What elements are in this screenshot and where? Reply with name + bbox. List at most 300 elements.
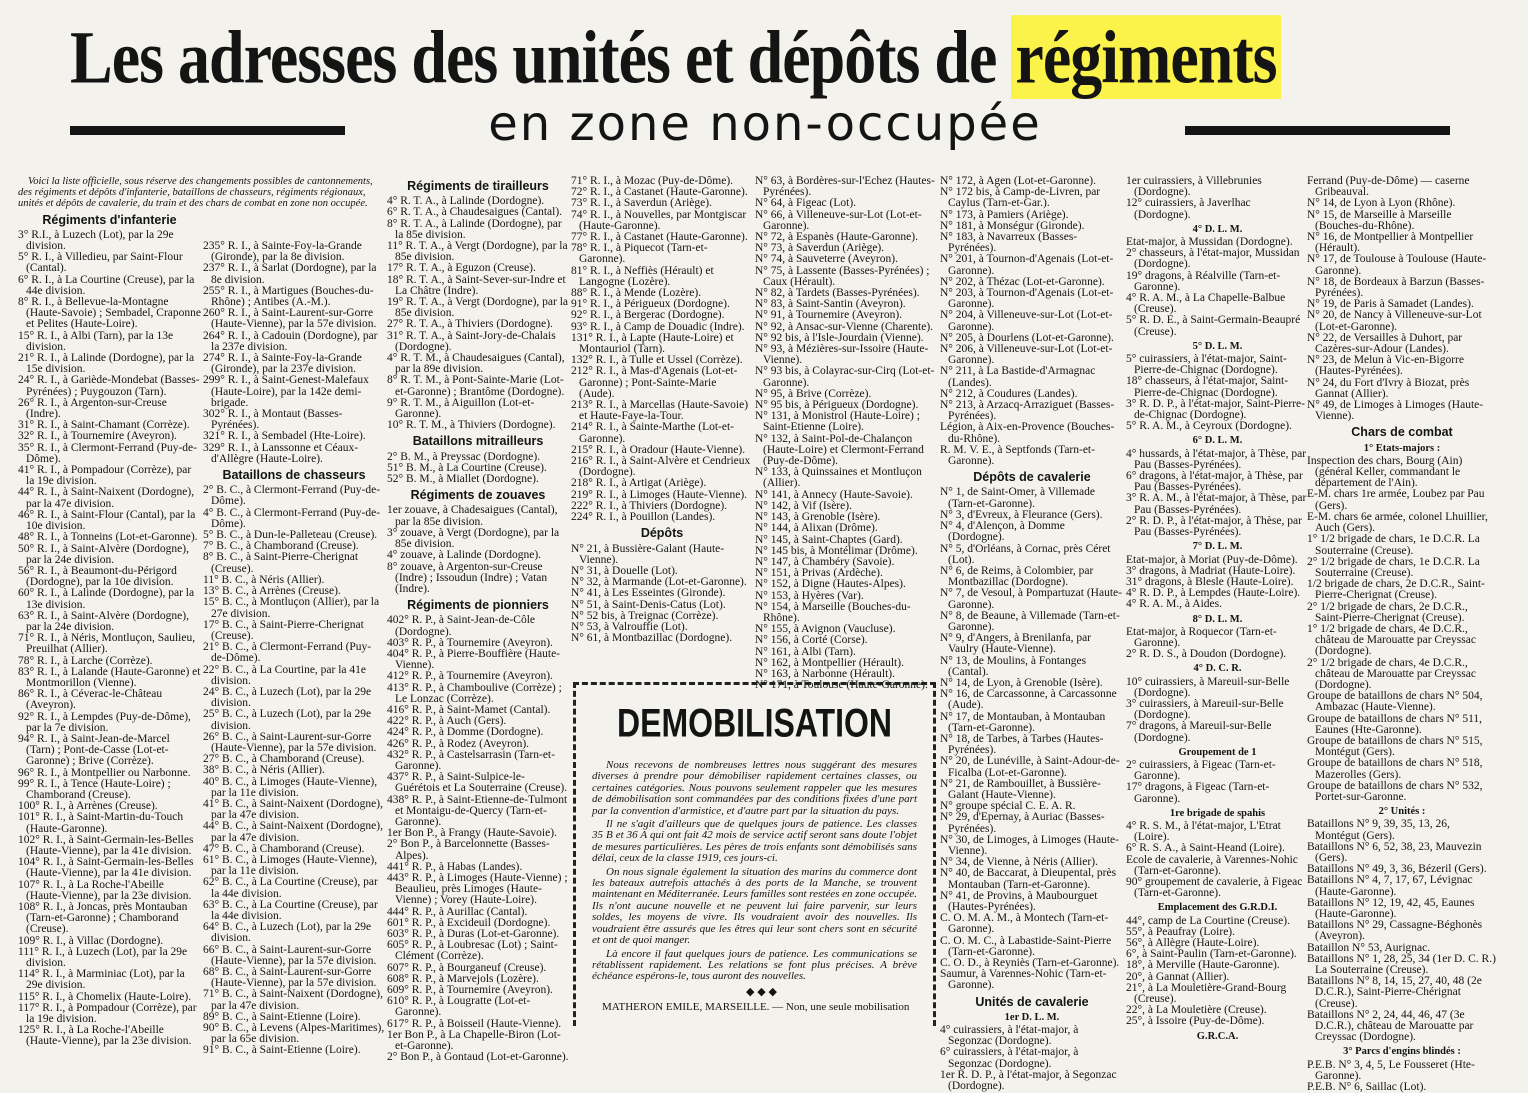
list-entry: 2° 1/2 brigade de chars, 4e D.C.R., château de Marouatte par Creyssac (Dordogne). xyxy=(1307,656,1476,691)
list-entry: 5° R. I., à Villedieu, par Saint-Flour (Cantal). xyxy=(18,251,183,275)
list-entry: 2° cuirassiers, à Figeac (Tarn-et-Garonne). xyxy=(1126,758,1276,783)
list-entry: N° 151, à Privas (Ardèche). xyxy=(755,567,883,580)
demobilisation-title: DEMOBILISATION xyxy=(617,700,892,746)
list-entry: N° 64, à Figeac (Lot). xyxy=(755,197,857,210)
list-entry: 125° R. I., à La Roche-l'Abeille (Haute-Vienne), par la 23e division. xyxy=(18,1024,192,1048)
list-entry: 302° R. I., à Montaut (Basses-Pyrénées). xyxy=(203,408,343,432)
list-entry: 61° B. C., à Limoges (Haute-Vienne), par la 11e division. xyxy=(203,853,378,878)
list-entry: 22°, à La Mouletière (Creuse). xyxy=(1126,1004,1267,1017)
list-entry: 99° R. I., à Tence (Haute-Loire) ; Chamborand (Creuse). xyxy=(18,777,171,801)
intro-paragraph: Voici la liste officielle, sous réserve des changements possibles de cantonnements, des régiments et dépôts d'infanterie, bataillons de chasseurs, régiments régionaux, unités et dépôts de cavalerie, du train et des chars de combat en zone non occupée. xyxy=(18,176,373,210)
list-entry: 31° R. T. A., à Saint-Jory-de-Chalais (Dordogne). xyxy=(387,329,556,353)
list-entry: 4° R. A. M., à Aides. xyxy=(1126,598,1222,611)
list-entry: N° 3, d'Evreux, à Fleurance (Gers). xyxy=(940,508,1103,521)
subsection-heading: 1er D. L. M. xyxy=(1004,1011,1060,1023)
list-entry: 603° R. P., à Duras (Lot-et-Garonne). xyxy=(387,928,560,940)
list-entry: 44° R. I., à Saint-Naixent (Dordogne), par la 47e division. xyxy=(18,486,195,510)
subsection-heading: G.R.C.A. xyxy=(1196,1030,1239,1042)
list-entry: Bataillons N° 29, Cassagne-Béghonès (Aveyron). xyxy=(1307,919,1483,943)
list-entry: 94° R. I., à Saint-Jean-de-Marcel (Tarn) ; Pont-de-Casse (Lot-et-Garonne) ; Brive (Corrèze). xyxy=(18,732,170,768)
list-entry: 19° R. T. A., à Vergt (Dordogne), par la 85e division. xyxy=(387,296,569,320)
list-entry: N° 92, à Ansac-sur-Vienne (Charente). xyxy=(755,320,934,333)
list-entry: 605° R. P., à Loubresac (Lot) ; Saint-Clément (Corrèze). xyxy=(387,939,558,963)
list-entry: 1er R. D. P., à l'état-major, à Segonzac (Dordogne). xyxy=(940,1068,1117,1093)
list-entry: 3° zouave, à Vergt (Dordogne), par la 85e division. xyxy=(387,526,560,551)
list-entry: 11° B. C., à Néris (Allier). xyxy=(203,573,325,586)
list-entry: 72° R. I., à Castanet (Haute-Garonne). xyxy=(571,186,748,199)
list-entry: 2° R. D. S., à Doudon (Dordogne). xyxy=(1126,648,1287,661)
list-entry: N° 41, à Les Esseintes (Gironde). xyxy=(571,587,726,600)
list-entry: 2° Bon P., à Barcelonnette (Basses-Alpes). xyxy=(387,838,550,862)
list-entry: P.E.B. N° 6, Saillac (Lot). xyxy=(1307,1081,1427,1093)
list-entry: N° 17, de Toulouse à Toulouse (Haute-Garonne). xyxy=(1307,253,1487,277)
list-entry: N° 181, à Monségur (Gironde). xyxy=(940,219,1085,232)
list-entry: 437° R. P., à Saint-Sulpice-le-Guérétois et La Souterraine (Creuse). xyxy=(387,771,568,795)
list-entry: N° 142, à Vif (Isère). xyxy=(755,499,852,512)
list-entry: 3° R. D. P., à l'état-major, Saint-Pierre-de-Chignac (Dordogne). xyxy=(1126,397,1305,422)
list-entry: 12° cuirassiers, à Javerlhac (Dordogne). xyxy=(1126,197,1251,221)
list-entry: N° 18, de Bordeaux à Barzun (Basses-Pyrénées). xyxy=(1307,275,1485,300)
list-entry: 214° R. I., à Sainte-Marthe (Lot-et-Garonne). xyxy=(571,421,734,445)
list-entry: N° 52 bis, à Treignac (Corrèze). xyxy=(571,609,719,622)
list-entry: 81° R. I., à Neffiès (Hérault) et Langogne (Lozère). xyxy=(571,264,714,288)
list-entry: Bataillons N° 6, 52, 38, 23, Mauvezin (Gers). xyxy=(1307,840,1482,864)
list-entry: N° 131, à Monistrol (Haute-Loire) ; Saint-Etienne (Loire). xyxy=(755,410,920,434)
list-entry: 218° R. I., à Artigat (Ariège). xyxy=(571,477,707,490)
list-entry: R. M. V. E., à Septfonds (Tarn-et-Garonne). xyxy=(940,443,1095,468)
list-entry: N° 163, à Narbonne (Hérault). xyxy=(755,667,895,680)
list-entry: 15° B. C., à Montluçon (Allier), par la 27e division. xyxy=(203,596,380,620)
list-entry: N° 61, à Montbazillac (Dordogne). xyxy=(571,632,733,645)
list-entry: 224° R. I., à Pouillon (Landes). xyxy=(571,511,716,524)
list-entry: 6° R. S. A., à Saint-Heand (Loire). xyxy=(1126,842,1285,855)
list-entry: 55°, à Peaufray (Loire). xyxy=(1126,925,1236,938)
list-entry: 96° R. I., à Montpellier ou Narbonne. xyxy=(18,766,191,779)
list-entry: 4° R. D. P., à Lempdes (Haute-Loire). xyxy=(1126,587,1301,600)
list-entry: 22° B. C., à La Courtine, par la 41e division. xyxy=(203,663,367,687)
list-entry: N° 23, de Melun à Vic-en-Bigorre (Hautes-Pyrénées). xyxy=(1307,354,1464,378)
list-entry: 31° dragons, à Blesle (Haute-Loire). xyxy=(1126,575,1294,588)
list-entry: 8° zouave, à Argenton-sur-Creuse (Indre) ; Issoudun (Indre) ; Vatan (Indre). xyxy=(387,560,548,595)
list-entry: N° 5, d'Orléans, à Cornac, près Céret (Lot). xyxy=(940,542,1111,566)
list-entry: 6° R. I., à La Courtine (Creuse), par la 44e division. xyxy=(18,273,195,297)
list-entry: 3° dragons, à Madriat (Haute-Loire). xyxy=(1126,564,1296,577)
list-entry: N° 13, de Moulins, à Fontanges (Cantal). xyxy=(940,654,1087,678)
list-entry: N° 156, à Corté (Corse). xyxy=(755,634,868,647)
list-entry: N° 9, d'Angers, à Brenilanfa, par Vaulry (Haute-Vienne). xyxy=(940,632,1092,656)
list-entry: N° 93, à Mézières-sur-Issoire (Haute-Vienne). xyxy=(755,343,929,367)
list-entry: Bataillons N° 9, 39, 35, 13, 26, Montégut (Gers). xyxy=(1307,818,1450,842)
demobilisation-box xyxy=(573,679,936,1026)
subsection-heading: 8° D. L. M. xyxy=(1192,613,1243,625)
list-entry: 114° R. I., à Marminiac (Lot), par la 29e division. xyxy=(18,968,185,992)
list-entry: 90° B. C., à Levens (Alpes-Maritimes), par la 65e division. xyxy=(203,1022,385,1046)
list-entry: N° 95 bis, à Périgueux (Dordogne). xyxy=(755,399,919,412)
list-entry: 13° B. C., à Arrènes (Creuse). xyxy=(203,585,341,598)
list-entry: 213° R. I., à Marcellas (Haute-Savoie) et Haute-Faye-la-Tour. xyxy=(571,399,749,423)
headline-rule-left xyxy=(70,126,345,135)
list-entry: 274° R. I., à Sainte-Foy-la-Grande (Gironde), par la 237e division. xyxy=(203,352,362,376)
list-entry: N° 72, à Espanès (Haute-Garonne). xyxy=(755,231,918,244)
list-entry: 100° R. I., à Arrènes (Creuse). xyxy=(18,800,158,813)
list-entry: 102° R. I., à Saint-Germain-les-Belles (Haute-Vienne), par la 41e division. xyxy=(18,833,194,857)
list-entry: 607° R. P., à Bourganeuf (Creuse). xyxy=(387,961,547,974)
list-entry: 35° R. I., à Clermont-Ferrand (Puy-de-Dôme). xyxy=(18,441,197,465)
list-entry: 4° zouave, à Lalinde (Dordogne). xyxy=(387,549,542,562)
list-entry: 212° R. I., à Mas-d'Agenais (Lot-et-Garonne) ; Pont-Sainte-Marie (Aude). xyxy=(571,365,738,400)
demobilisation-separator: ◆ ◆ ◆ xyxy=(746,985,777,998)
list-entry: N° 144, à Alixan (Drôme). xyxy=(755,522,878,535)
section-heading: Régiments de zouaves xyxy=(410,488,546,503)
column-5 xyxy=(755,175,937,692)
list-entry: Légion, à Aix-en-Provence (Bouches-du-Rhône). xyxy=(940,421,1115,445)
column-7 xyxy=(1126,175,1309,1042)
list-entry: 88° R. I., à Mende (Lozère). xyxy=(571,287,702,300)
list-entry: N° 173, à Pamiers (Ariège). xyxy=(940,208,1069,221)
list-entry: 299° R. I., à Saint-Genest-Malefaux (Haute-Loire), par la 142e demi-brigade. xyxy=(203,374,369,409)
list-entry: Saumur, à Varennes-Nohic (Tarn-et-Garonne). xyxy=(940,968,1107,992)
list-entry: 2° 1/2 brigade de chars, 1e D.C.R. La Souterraine (Creuse). xyxy=(1307,555,1480,579)
list-entry: N° 82, à Tardets (Basses-Pyrénées). xyxy=(755,287,920,300)
list-entry: N° 91, à Tournemire (Aveyron). xyxy=(755,309,903,322)
list-entry: 219° R. I., à Limoges (Haute-Vienne). xyxy=(571,488,748,501)
list-entry: E-M. chars 6e armée, colonel Lhuillier, Auch (Gers). xyxy=(1307,510,1488,535)
list-entry: 89° B. C., à Saint-Etienne (Loire). xyxy=(203,1010,361,1023)
headline-highlight: régiments xyxy=(1011,15,1280,99)
list-entry: N° 155, à Avignon (Vaucluse). xyxy=(755,623,896,636)
subsection-heading: Emplacement des G.R.D.I. xyxy=(1157,902,1278,914)
section-heading: Régiments de pionniers xyxy=(407,598,549,613)
list-entry: Etat-major, à Moriat (Puy-de-Dôme). xyxy=(1126,553,1298,566)
list-entry: 4° cuirassiers, à l'état-major, à Segonzac (Dordogne). xyxy=(940,1024,1079,1048)
list-entry: 117° R. I., à Pompadour (Corrèze), par la 19e division. xyxy=(18,1001,197,1026)
list-entry: 403° R. P., à Tournemire (Aveyron). xyxy=(387,636,553,649)
list-entry: 74° R. I., à Nouvelles, par Montgiscar (Haute-Garonne). xyxy=(571,208,747,232)
list-entry: 216° R. I., à Saint-Alvère et Cendrieux (Dordogne). xyxy=(571,455,751,479)
list-entry: N° 6, de Reims, à Colombier, par Montbazillac (Dordogne). xyxy=(940,564,1094,589)
column-4 xyxy=(571,176,753,654)
list-entry: 77° R. I., à Castanet (Haute-Garonne). xyxy=(571,231,748,244)
section-heading: Bataillons de chasseurs xyxy=(222,468,366,483)
list-entry: 27° B. C., à Chamborand (Creuse). xyxy=(203,753,365,766)
list-entry: 108° R. I., à Joncas, près Montauban (Tarn-et-Garonne) ; Chamborand (Creuse). xyxy=(18,901,188,936)
list-entry: N° 30, de Limoges, à Limoges (Haute-Vienne). xyxy=(940,833,1119,857)
list-entry: 91° B. C., à Saint-Etienne (Loire). xyxy=(203,1044,361,1057)
list-entry: 4° R. T. M., à Chaudesaigues (Cantal), par la 89e division. xyxy=(387,352,565,376)
list-entry: Bataillons N° 2, 24, 44, 46, 47 (3e D.C.R.), château de Marouatte par Creyssac (Dordogne). xyxy=(1307,1008,1474,1044)
subsection-heading: 7° D. L. M. xyxy=(1192,541,1243,553)
list-entry: 8° R. I., à Bellevue-la-Montagne (Haute-Savoie) ; Sembadel, Craponne et Pelites (Haute-Loire). xyxy=(18,296,201,331)
list-entry: 2° R. D. P., à l'état-major, à Thèse, par Pau (Basses-Pyrénées). xyxy=(1126,514,1302,539)
list-entry: Etat-major, à Mussidan (Dordogne). xyxy=(1126,236,1293,249)
list-entry: 444° R. P., à Aurillac (Cantal). xyxy=(387,905,528,918)
column-2 xyxy=(203,240,385,1057)
list-entry: N° 141, à Annecy (Haute-Savoie). xyxy=(755,488,913,501)
list-entry: 422° R. P., à Auch (Gers). xyxy=(387,715,507,728)
list-entry: 5° R. A. M., à Ceyroux (Dordogne). xyxy=(1126,420,1292,433)
list-entry: 617° R. P., à Boisseil (Haute-Vienne). xyxy=(387,1017,562,1030)
list-entry: N° 206, à Villeneuve-sur-Lot (Lot-et-Garonne). xyxy=(940,343,1113,367)
section-heading: Unités de cavalerie xyxy=(975,994,1089,1009)
list-entry: 9° R. T. M., à Aiguillon (Lot-et-Garonne). xyxy=(387,396,535,421)
list-entry: 260° R. I., à Saint-Laurent-sur-Gorre (Haute-Vienne), par la 57e division. xyxy=(203,307,377,331)
list-entry: 601° R. P., à Excideuil (Dordogne). xyxy=(387,916,551,929)
list-entry: 3° R.I., à Luzech (Lot), par la 29e division. xyxy=(18,228,174,253)
list-entry: N° 152, à Digne (Hautes-Alpes). xyxy=(755,578,906,591)
list-entry: N° 132, à Saint-Pol-de-Chalançon (Haute-Loire) et Clermont-Ferrand (Puy-de-Dôme). xyxy=(755,432,924,468)
list-entry: 8° R. T. A., à Lalinde (Dordogne), par la 85e division. xyxy=(387,217,562,241)
list-entry: 44° B. C., à Saint-Naixent (Dordogne), par la 47e division. xyxy=(203,820,383,844)
list-entry: N° 29, d'Epernay, à Auriac (Basses-Pyrénées). xyxy=(940,811,1105,835)
list-entry: 404° R. P., à Pierre-Bouffière (Haute-Vienne). xyxy=(387,647,561,672)
list-entry: 443° R. P., à Limoges (Haute-Vienne) ; Beaulieu, près Limoges (Haute-Vienne) ; Vorey (Haute-Loire). xyxy=(387,871,568,907)
list-entry: N° 16, de Carcassonne, à Carcassonne (Aude). xyxy=(940,688,1117,712)
list-entry: 27° R. T. A., à Thiviers (Dordogne). xyxy=(387,318,553,331)
list-entry: Groupe de bataillons de chars N° 511, Eaunes (Hte-Garonne). xyxy=(1307,712,1483,736)
list-entry: N° 161, à Albi (Tarn). xyxy=(755,645,856,658)
column-6 xyxy=(940,175,1124,1093)
list-entry: 1er cuirassiers, à Villebrunies (Dordogne). xyxy=(1126,175,1262,199)
list-entry: 8° B. C., à Saint-Pierre-Cherignat (Creuse). xyxy=(203,551,359,575)
list-entry: 10° R. T. M., à Thiviers (Dordogne). xyxy=(387,419,556,432)
list-entry: 20°, à Gannat (Allier). xyxy=(1126,970,1230,983)
list-entry: 32° R. I., à Tournemire (Aveyron). xyxy=(18,430,177,443)
list-entry: 56° R. I., à Beaumont-du-Périgord (Dordogne), par la 10e division. xyxy=(18,564,177,589)
section-heading: Dépôts de cavalerie xyxy=(973,470,1091,485)
subsection-heading: 2° Unités : xyxy=(1378,806,1426,818)
list-entry: 1er Bon P., à La Chapelle-Biron (Lot-et-Garonne). xyxy=(387,1028,561,1053)
list-entry: 107° R. I., à La Roche-l'Abeille (Haute-Vienne), par la 23e division. xyxy=(18,878,192,902)
list-entry: N° 172, à Agen (Lot-et-Garonne). xyxy=(940,175,1096,187)
list-entry: 416° R. P., à Saint-Mamet (Cantal). xyxy=(387,703,551,716)
list-entry: Bataillons N° 49, 3, 36, Bézeril (Gers). xyxy=(1307,863,1487,876)
section-heading: Dépôts xyxy=(640,526,684,541)
list-entry: N° 20, de Nancy à Villeneuve-sur-Lot (Lot-et-Garonne). xyxy=(1307,309,1482,333)
list-entry: N° 8, de Beaune, à Villemade (Tarn-et-Garonne). xyxy=(940,609,1120,633)
list-entry: P.E.B. N° 3, 4, 5, Le Fousseret (Hte-Garonne). xyxy=(1307,1058,1475,1082)
list-entry: 7° B. C., à Chamborand (Creuse). xyxy=(203,540,359,553)
list-entry: N° 15, de Marseille à Marseille (Bouches-du-Rhône). xyxy=(1307,208,1452,232)
list-entry: 21° R. I., à Lalinde (Dordogne), par la 15e division. xyxy=(18,352,195,376)
list-entry: 115° R. I., à Chomelix (Haute-Loire). xyxy=(18,990,192,1003)
list-entry: N° groupe spécial C. E. A. R. xyxy=(940,800,1076,813)
list-entry: 51° B. M., à La Courtine (Creuse). xyxy=(387,461,547,474)
list-entry: N° 92 bis, à l'Isle-Jourdain (Vienne). xyxy=(755,331,924,344)
list-entry: E-M. chars 1re armée, Loubez par Pau (Gers). xyxy=(1307,488,1485,512)
list-entry: 132° R. I., à Tulle et Ussel (Corrèze). xyxy=(571,354,743,367)
list-entry: Groupe de bataillons de chars N° 518, Mazerolles (Gers). xyxy=(1307,757,1483,781)
list-entry: N° 171, à Toulouse (Haute-Garonne). xyxy=(755,679,928,692)
list-entry: 3° R. A. M., à l'état-major, à Thèse, par Pau (Basses-Pyrénées). xyxy=(1126,492,1307,516)
list-entry: 2° Bon P., à Gontaud (Lot-et-Garonne). xyxy=(387,1051,569,1064)
list-entry: N° 211, à La Bastide-d'Armagnac (Landes). xyxy=(940,365,1096,389)
list-entry: N° 145 bis, à Montélimar (Drôme). xyxy=(755,544,918,557)
list-entry: 47° B. C., à Chamborand (Creuse). xyxy=(203,842,365,855)
list-entry: N° 205, à Dourlens (Lot-et-Garonne). xyxy=(940,331,1114,344)
list-entry: N° 14, de Lyon à Lyon (Rhône). xyxy=(1307,197,1456,210)
list-entry: 3° cuirassiers, à Mareuil-sur-Belle (Dordogne). xyxy=(1126,697,1284,722)
list-entry: N° 183, à Navarreux (Basses-Pyrénées). xyxy=(940,231,1078,255)
list-entry: N° 4, d'Alençon, à Domme (Dordogne). xyxy=(940,520,1065,544)
list-entry: 63° R. I., à Saint-Alvère (Dordogne), par la 24e division. xyxy=(18,609,189,633)
list-entry: 19° dragons, à Réalville (Tarn-et-Garonne). xyxy=(1126,269,1281,293)
list-entry: 402° R. P., à Saint-Jean-de-Côle (Dordogne). xyxy=(387,614,536,638)
list-entry: 255° R. I., à Martigues (Bouches-du-Rhône) ; Antibes (A.-M.). xyxy=(203,284,374,309)
list-entry: Bataillons N° 4, 7, 17, 67, Lévignac (Haute-Garonne). xyxy=(1307,874,1473,898)
column-3 xyxy=(387,176,569,1064)
list-entry: 64° B. C., à Luzech (Lot), par la 29e division. xyxy=(203,921,372,945)
list-entry: 78° R. I., à Larche (Corrèze). xyxy=(18,654,153,667)
list-entry: N° 7, de Vesoul, à Pompartuzat (Haute-Garonne). xyxy=(940,587,1122,611)
list-entry: N° 21, à Bussière-Galant (Haute-Vienne). xyxy=(571,542,725,566)
section-heading: Régiments de tirailleurs xyxy=(407,179,549,193)
list-entry: 52° B. M., à Miallet (Dordogne). xyxy=(387,473,539,486)
list-entry: 2° chasseurs, à l'état-major, Mussidan (Dordogne). xyxy=(1126,247,1300,271)
list-entry: Inspection des chars, Bourg (Ain) (général Keller, commandant le département de l'Ain). xyxy=(1307,454,1463,490)
section-heading: Régiments d'infanterie xyxy=(42,212,177,227)
list-entry: N° 24, du Fort d'Ivry à Biozat, près Gannat (Allier). xyxy=(1307,376,1470,400)
list-entry: 4° R. A. M., à La Chapelle-Balbue (Creuse). xyxy=(1126,292,1286,316)
list-entry: N° 213, à Arzacq-Arraziguet (Basses-Pyrénées). xyxy=(940,399,1115,423)
list-entry: 5° R. D. E., à Saint-Germain-Beaupré (Creuse). xyxy=(1126,314,1301,338)
list-entry: N° 83, à Saint-Santin (Aveyron). xyxy=(755,298,906,311)
list-entry: 1° 1/2 brigade de chars, 1e D.C.R. La Souterraine (Creuse). xyxy=(1307,533,1480,557)
list-entry: 78° R. I., à Piquecot (Tarn-et-Garonne). xyxy=(571,242,708,266)
list-entry: 26° B. C., à Saint-Laurent-sur-Gorre (Haute-Vienne), par la 57e division. xyxy=(203,730,377,754)
list-entry: 4° R. T. A., à Lalinde (Dordogne). xyxy=(387,195,545,208)
list-entry: N° 204, à Villeneuve-sur-Lot (Lot-et-Garonne). xyxy=(940,309,1113,333)
list-entry: N° 17, de Montauban, à Montauban (Tarn-et-Garonne). xyxy=(940,710,1106,734)
list-entry: 104° R. I., à Saint-Germain-les-Belles (Haute-Vienne), par la 41e division. xyxy=(18,856,194,880)
list-entry: 18° chasseurs, à l'état-major, Saint-Pierre-de-Chignac (Dordogne). xyxy=(1126,375,1289,399)
list-entry: Ecole de cavalerie, à Varennes-Nohic (Tarn-et-Garonne). xyxy=(1126,853,1298,877)
list-entry: 10° cuirassiers, à Mareuil-sur-Belle (Dordogne). xyxy=(1126,675,1290,699)
list-entry: N° 203, à Tournon-d'Agenais (Lot-et-Garonne). xyxy=(940,287,1114,311)
list-entry: 41° R. I., à Pompadour (Corrèze), par la 19e division. xyxy=(18,464,192,488)
list-entry: N° 93 bis, à Colayrac-sur-Cirq (Lot-et-Garonne). xyxy=(755,365,935,389)
list-entry: N° 34, de Vienne, à Néris (Allier). xyxy=(940,856,1098,869)
list-entry: N° 14, de Lyon, à Grenoble (Isère). xyxy=(940,676,1103,689)
list-entry: Groupe de bataillons de chars N° 515, Montégut (Gers). xyxy=(1307,734,1483,759)
list-entry: 7° dragons, à Mareuil-sur-Belle (Dordogne). xyxy=(1126,720,1272,744)
list-entry: N° 19, de Paris à Samadet (Landes). xyxy=(1307,298,1474,311)
list-entry: 24° R. I., à Gariède-Mondebat (Basses-Pyrénées) ; Puygouzon (Tarn). xyxy=(18,374,200,398)
list-entry: N° 95, à Brive (Corrèze). xyxy=(755,387,872,400)
subsection-heading: 4° D. C. R. xyxy=(1193,663,1242,675)
list-entry: N° 20, de Lunéville, à Saint-Adour-de-Ficalba (Lot-et-Garonne). xyxy=(940,755,1120,779)
list-entry: N° 40, de Baccarat, à Dieupental, près Montauban (Tarn-et-Garonne). xyxy=(940,867,1117,891)
list-entry: N° 172 bis, à Camp-de-Livren, par Caylus (Tarn-et-Gar.). xyxy=(940,186,1101,210)
subsection-heading: 1re brigade de spahis xyxy=(1169,807,1266,819)
list-entry: N° 75, à Lassente (Basses-Pyrénées) ; Caux (Hérault). xyxy=(755,264,930,288)
subsection-heading: 6° D. L. M. xyxy=(1192,435,1243,447)
list-entry: 56°, à Allègre (Haute-Loire). xyxy=(1126,937,1260,949)
list-entry: 24° B. C., à Luzech (Lot), par la 29e division. xyxy=(203,685,372,710)
list-entry: 73° R. I., à Saverdun (Ariège). xyxy=(571,197,712,210)
list-entry: 432° R. P., à Castelsarrasin (Tarn-et-Garonne). xyxy=(387,748,555,772)
list-entry: 6° R. T. A., à Chaudesaigues (Cantal). xyxy=(387,206,563,219)
list-entry: 222° R. I., à Thiviers (Dordogne). xyxy=(571,499,728,512)
list-entry: 424° R. P., à Domme (Dordogne). xyxy=(387,726,544,739)
list-entry: 62° B. C., à La Courtine (Creuse), par la 44e division. xyxy=(203,876,378,900)
list-entry: 438° R. P., à Saint-Etienne-de-Tulmont et Montaigu-de-Quercy (Tarn-et-Garonne). xyxy=(387,793,568,828)
list-entry: N° 73, à Saverdun (Ariège). xyxy=(755,242,885,255)
list-entry: N° 31, à Douelle (Lot). xyxy=(571,564,678,577)
list-entry: N° 22, de Versailles à Duhort, par Cazères-sur-Adour (Landes). xyxy=(1307,331,1463,356)
list-entry: 26° R. I., à Argenton-sur-Creuse (Indre). xyxy=(18,396,167,421)
list-entry: 215° R. I., à Oradour (Haute-Vienne). xyxy=(571,443,746,456)
list-entry: 6°, à Saint-Paulin (Tarn-et-Garonne). xyxy=(1126,948,1297,961)
list-entry: 413° R. P., à Chamboulive (Corrèze) ; Le Lonzac (Corrèze). xyxy=(387,681,562,705)
list-entry: Bataillons N° 8, 14, 15, 27, 40, 48 (2e D.C.R.), Saint-Pierre-Chérignat (Creuse). xyxy=(1307,975,1482,1010)
list-entry: 264° R. I., à Cadouin (Dordogne), par la 237e division. xyxy=(203,329,378,353)
subsection-heading: Groupement de 1 xyxy=(1178,746,1257,758)
list-entry: 31° R. I., à Saint-Chamant (Corrèze). xyxy=(18,419,190,432)
list-entry: 21°, à La Mouletière-Grand-Bourg (Creuse). xyxy=(1126,981,1287,1006)
list-entry: 109° R. I., à Villac (Dordogne). xyxy=(18,934,164,947)
list-entry: N° 145, à Saint-Chaptes (Gard). xyxy=(755,533,903,546)
list-entry: 41° B. C., à Saint-Naixent (Dordogne), par la 47e division. xyxy=(203,797,383,822)
list-entry: 44°, camp de La Courtine (Creuse). xyxy=(1126,914,1290,927)
list-entry: 237° R. I., à Sarlat (Dordogne), par la 8e division. xyxy=(203,262,377,286)
list-entry: Bataillons N° 1, 28, 25, 34 (1er D. C. R.) La Souterraine (Creuse). xyxy=(1307,952,1496,977)
column-8 xyxy=(1307,175,1497,1093)
list-entry: N° 143, à Grenoble (Isère). xyxy=(755,511,881,524)
list-entry: 412° R. P., à Tournemire (Aveyron). xyxy=(387,670,553,683)
list-entry: N° 63, à Bordères-sur-l'Echez (Hautes-Pyrénées). xyxy=(755,175,935,199)
demobilisation-paragraph: Nous recevons de nombreuses lettres nous suggérant des mesures diverses à prendre pour démobiliser rapidement certaines classes, ou certaines catégories. Nous pouvons seulement rappeler que les mesures de démobilisation sont commandées par des conditions fixées d'une part par la convention d'armistice, et d'autre part par la situation du pays. xyxy=(592,759,917,817)
list-entry: 1er zouave, à Chadesaigues (Cantal), par la 85e division. xyxy=(387,504,558,528)
list-entry: 18°, à Merville (Haute-Garonne). xyxy=(1126,959,1280,972)
list-entry: 4° R. S. M., à l'état-major, L'Etrat (Loire). xyxy=(1126,819,1281,844)
list-entry: 235° R. I., à Sainte-Foy-la-Grande (Gironde), par la 8e division. xyxy=(203,240,362,264)
list-entry: C. O. M. A. M., à Montech (Tarn-et-Garonne). xyxy=(940,912,1109,936)
list-entry: 2° B. M., à Preyssac (Dordogne). xyxy=(387,450,541,463)
list-entry: 18° R. T. A., à Saint-Sever-sur-Indre et La Châtre (Indre). xyxy=(387,273,566,297)
list-entry: N° 66, à Villeneuve-sur-Lot (Lot-et-Garonne). xyxy=(755,208,922,232)
list-entry: N° 133, à Quinssaines et Montluçon (Allier). xyxy=(755,466,922,490)
demobilisation-paragraph: Là encore il faut quelques jours de patience. Les communications se rétablissent rapidement. Les relations se font plus précises. A brève échéance espérons-le, tous auront des nouvelles. xyxy=(592,947,917,983)
list-entry: N° 51, à Saint-Denis-Catus (Lot). xyxy=(571,598,726,611)
list-entry: N° 147, à Chambéry (Savoie). xyxy=(755,555,895,568)
demobilisation-paragraph: Il ne s'agit d'ailleurs que de quelques jours de patience. Les classes 35 B et 36 A qui ont fait 42 mois de service actif seront sans doute l'objet de mesures particulières. Les pères de trois enfants sont démobilisés sans délai, ceux de la classe 1919, ces jours-ci. xyxy=(592,818,917,865)
list-entry: 5° B. C., à Dun-le-Palleteau (Creuse). xyxy=(203,529,378,542)
list-entry: N° 41, de Provins, à Maubourguet (Hautes-Pyrénées). xyxy=(940,889,1098,913)
list-entry: 329° R. I., à Lanssonne et Céaux-d'Allègre (Haute-Loire). xyxy=(203,441,359,465)
headline-subtitle: en zone non-occupée xyxy=(488,96,1042,152)
list-entry: 1/2 brigade de chars, 2e D.C.R., Saint-Pierre-Cherignat (Creuse). xyxy=(1307,578,1485,602)
list-entry: N° 212, à Coudures (Landes). xyxy=(940,387,1078,400)
list-entry: 90° groupement de cavalerie, à Figeac (Tarn-et-Garonne). xyxy=(1126,875,1303,900)
list-entry: N° 16, de Montpellier à Montpellier (Hérault). xyxy=(1307,231,1474,255)
list-entry: 91° R. I., à Périgueux (Dordogne). xyxy=(571,298,730,311)
list-entry: N° 201, à Tournon-d'Agenais (Lot-et-Garonne). xyxy=(940,253,1114,277)
list-entry: 86° R. I., à Céverac-le-Château (Aveyron). xyxy=(18,688,163,712)
list-entry: N° 21, de Rambouillet, à Bussière-Galant (Haute-Vienne). xyxy=(940,777,1101,801)
list-entry: 60° R. I., à Lalinde (Dordogne), par la 13e division. xyxy=(18,587,195,611)
list-entry: 8° R. T. M., à Pont-Sainte-Marie (Lot-et-Garonne) ; Brantôme (Dordogne). xyxy=(387,374,565,398)
list-entry: C. O. D., à Reyniès (Tarn-et-Garonne). xyxy=(940,957,1120,970)
list-entry: 83° R. I., à Lalande (Haute-Garonne) et Montmorillon (Vienne). xyxy=(18,665,201,689)
list-entry: 610° R. P., à Lougratte (Lot-et-Garonne). xyxy=(387,995,531,1019)
subsection-heading: 4° D. L. M. xyxy=(1192,223,1243,235)
demobilisation-reply: MATHERON EMILE, MARSEILLE. — Non, une seule mobilisation xyxy=(602,1001,910,1014)
subsection-heading: 1° Etats-majors : xyxy=(1363,442,1441,454)
list-entry: 25°, à Issoire (Puy-de-Dôme). xyxy=(1126,1015,1265,1028)
list-entry: 63° B. C., à La Courtine (Creuse), par la 44e division. xyxy=(203,898,378,922)
list-entry: C. O. M. C., à Labastide-Saint-Pierre (Tarn-et-Garonne). xyxy=(940,934,1112,958)
list-entry: 21° B. C., à Clermont-Ferrand (Puy-de-Dôme). xyxy=(203,641,372,665)
